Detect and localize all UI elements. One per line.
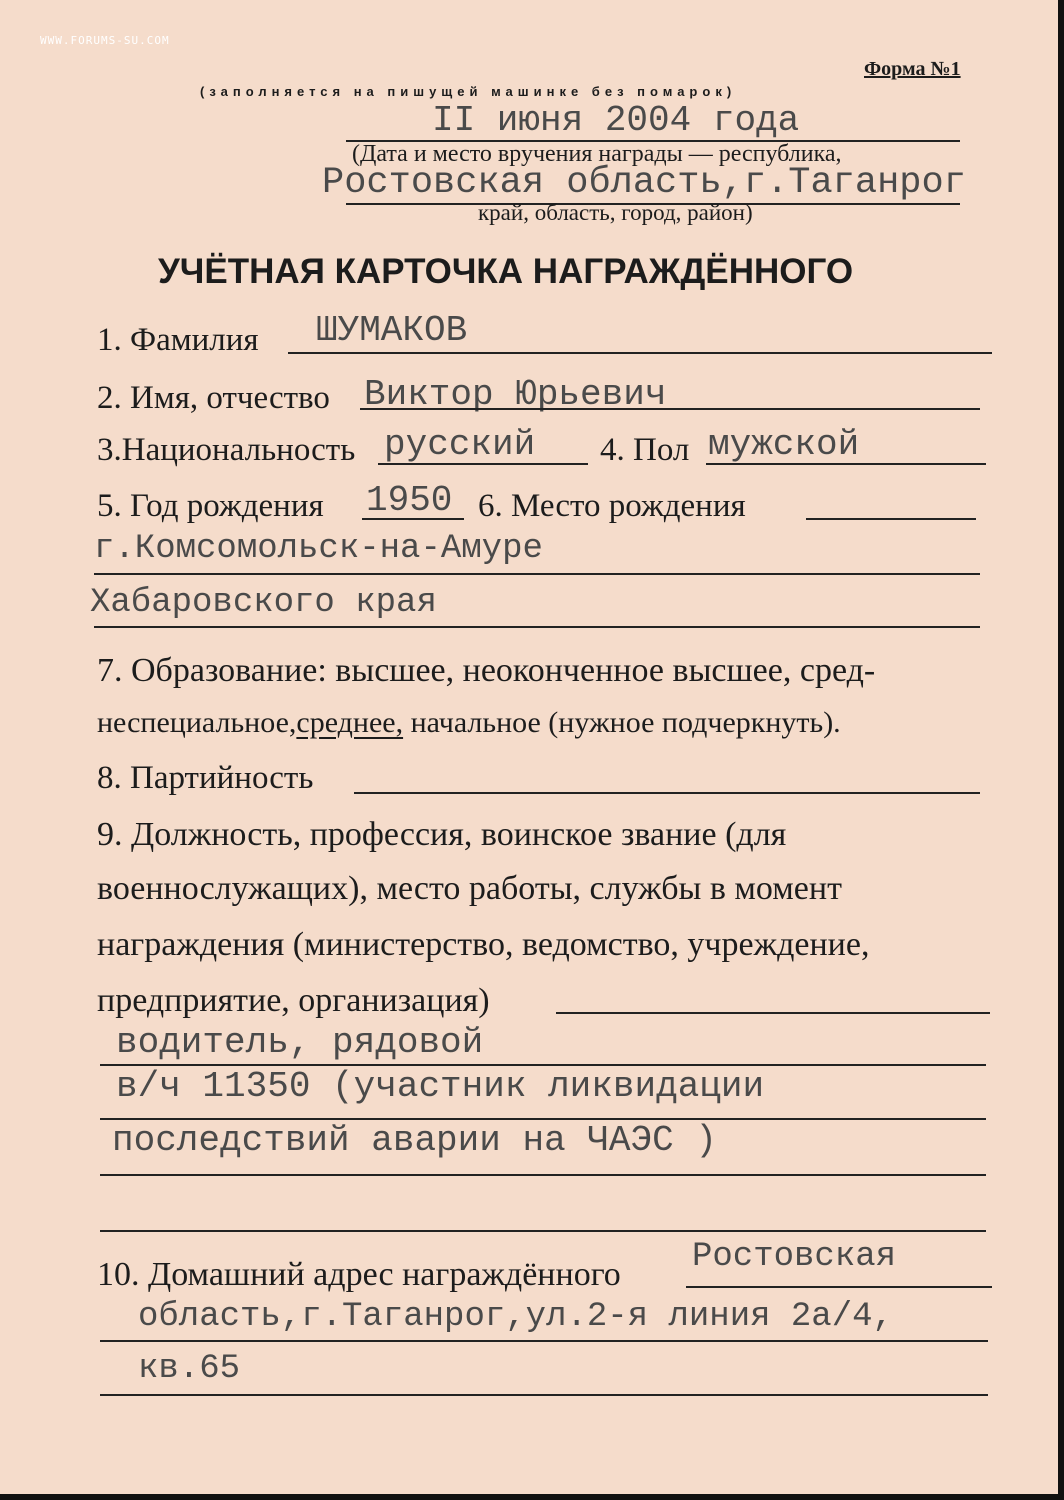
birth-year-value: 1950 [366,480,453,521]
position-value-line2: в/ч 11350 (участник ликвидации [116,1066,765,1107]
birth-place-line1-rule [94,573,980,575]
party-label: 8. Партийность [97,760,314,796]
party-line [354,792,980,794]
nationality-value: русский [384,424,536,465]
position-value-line4-rule [100,1230,986,1232]
birth-place-value-line1: г.Комсомольск-на-Амуре [94,530,543,568]
position-label-line3: награждения (министерство, ведомство, учреждение, [97,926,870,963]
birth-year-label: 5. Год рождения [97,488,324,524]
typing-instruction: (заполняется на пишущей машинке без помарок) [200,84,737,99]
address-line2-rule [100,1340,988,1342]
award-date-caption: (Дата и место вручения награды — республика, [352,141,842,167]
form-number: Форма №1 [864,58,961,80]
birth-place-value-line2: Хабаровского края [90,584,437,622]
address-value-line2: область,г.Таганрог,ул.2-я линия 2а/4, [138,1298,893,1336]
birth-year-line [362,518,464,520]
card-title: УЧЁТНАЯ КАРТОЧКА НАГРАЖДЁННОГО [158,252,854,291]
address-line3-rule [100,1394,988,1396]
sex-label: 4. Пол [600,432,690,468]
name-line [360,408,980,410]
surname-label: 1. Фамилия [97,322,259,358]
name-label: 2. Имя, отчество [97,380,330,416]
position-label-line4-rule [556,1012,990,1014]
position-value-line3: последствий аварии на ЧАЭС ) [112,1120,717,1161]
position-value-line3-rule [100,1174,986,1176]
nationality-line [378,463,588,465]
sex-line [706,463,986,465]
award-date-value: II июня 2004 года [432,100,800,141]
nationality-label: 3.Национальность [97,432,356,468]
sex-value: мужской [708,424,860,465]
watermark: WWW.FORUMS-SU.COM [40,34,170,47]
surname-line [288,352,992,354]
position-value-line1: водитель, рядовой [116,1022,484,1063]
birth-place-label: 6. Место рождения [478,488,746,524]
birth-place-line [806,518,976,520]
address-value-line1: Ростовская [692,1238,897,1276]
position-label-line4: предприятие, организация) [97,982,490,1019]
education-option-prefix: неспециальное, [97,706,297,739]
education-selected-option: среднее, [296,706,404,739]
education-options [97,706,841,740]
award-place-value: Ростовская область,г.Таганрог [322,162,966,204]
name-value: Виктор Юрьевич [364,374,667,415]
education-option-suffix: начальное (нужное подчеркнуть). [403,706,841,739]
position-label-line2: военнослужащих), место работы, службы в момент [97,870,842,907]
award-place-caption: край, область, город, район) [478,200,753,225]
address-value-line3: кв.65 [138,1350,241,1388]
position-label-line1: 9. Должность, профессия, воинское звание (для [97,816,787,853]
address-label: 10. Домашний адрес награждённого [97,1256,621,1293]
education-label: 7. Образование: высшее, неоконченное высшее, сред- [97,652,876,689]
address-line1-rule [686,1286,992,1288]
surname-value: ШУМАКОВ [316,310,468,351]
birth-place-line2-rule [94,626,980,628]
